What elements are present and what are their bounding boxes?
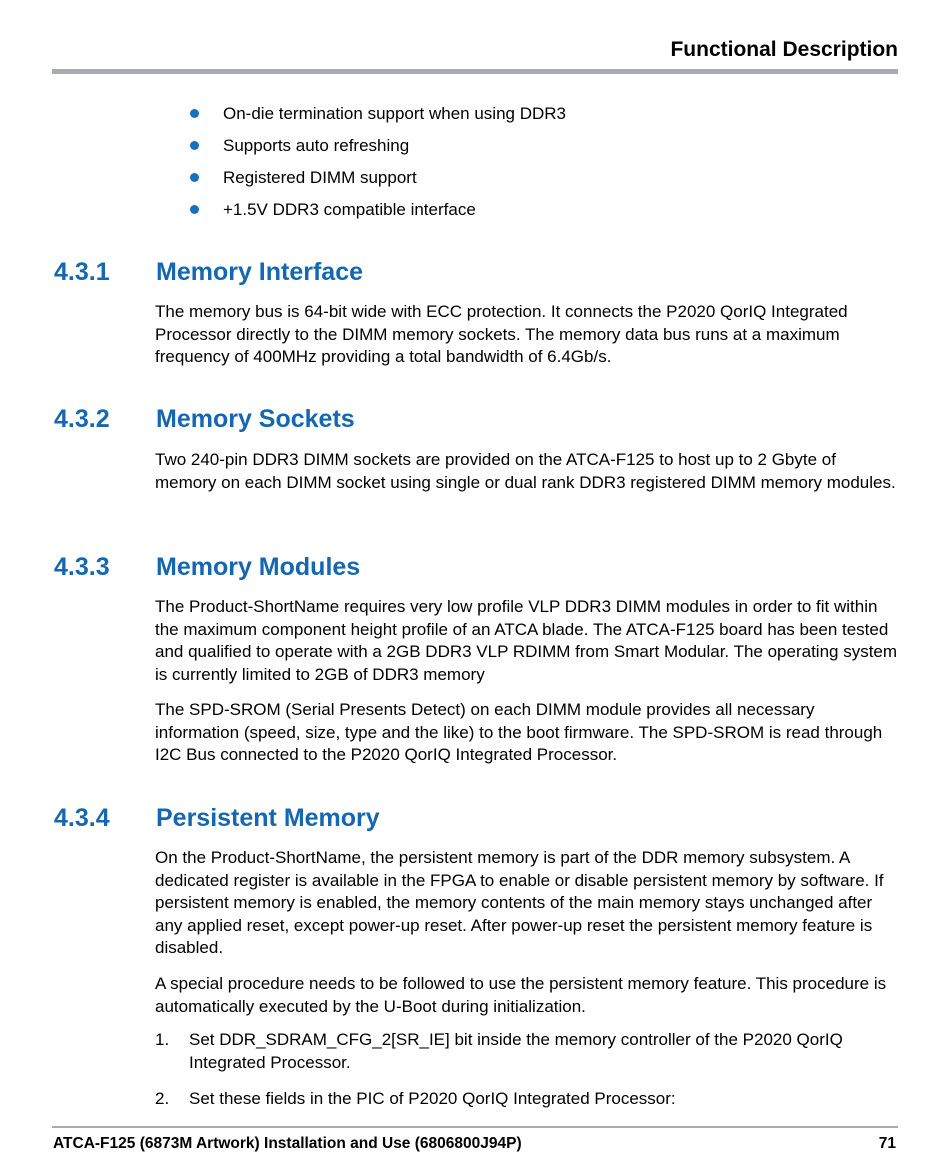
paragraph: The Product-ShortName requires very low profile VLP DDR3 DIMM modules in order to fit within the maximum component height profile of an ATCA blade. The ATCA-F125 board has been tested and qualified to operate with a 2GB DDR3 VLP RDIMM from Smart Modular. The operating system is currently limited to 2GB of DDR3 memory bbox=[155, 597, 898, 684]
section-title: Memory Modules bbox=[156, 553, 361, 581]
bullet-text: On-die termination support when using DDR3 bbox=[223, 104, 567, 123]
section-heading-memory-interface bbox=[54, 257, 363, 287]
section-heading-persistent-memory bbox=[54, 803, 380, 833]
feature-bullet-list bbox=[190, 101, 566, 229]
section-number: 4.3.1 bbox=[54, 258, 110, 286]
section-heading-memory-sockets bbox=[54, 404, 355, 434]
step-item bbox=[155, 1028, 900, 1074]
footer-divider bbox=[52, 1126, 898, 1128]
step-number: 1. bbox=[155, 1030, 170, 1049]
paragraph: The memory bus is 64-bit wide with ECC protection. It connects the P2020 QorIQ Integrated Processor directly to the DIMM memory sockets. The memory data bus runs at a maximum frequency of 400MHz providing a total bandwidth of 6.4Gb/s. bbox=[155, 302, 848, 366]
section-number: 4.3.3 bbox=[54, 553, 110, 581]
bullet-text: +1.5V DDR3 compatible interface bbox=[223, 200, 476, 219]
paragraph: Two 240-pin DDR3 DIMM sockets are provided on the ATCA-F125 to host up to 2 Gbyte of memory on each DIMM socket using single or dual rank DDR3 registered DIMM memory modules. bbox=[155, 450, 896, 492]
section-title: Memory Sockets bbox=[156, 405, 355, 433]
header-divider bbox=[52, 69, 898, 74]
paragraph: The SPD-SROM (Serial Presents Detect) on each DIMM module provides all necessary information (speed, size, type and the like) to the boot firmware. The SPD-SROM is read through I2C Bus connected to the P2020 QorIQ Integrated Processor. bbox=[155, 700, 883, 764]
bullet-item bbox=[190, 101, 566, 133]
footer-page-number: 71 bbox=[878, 1135, 896, 1152]
page-header-title: Functional Description bbox=[670, 38, 898, 61]
bullet-text: Supports auto refreshing bbox=[223, 136, 410, 155]
paragraph: A special procedure needs to be followed to use the persistent memory feature. This procedure is automatically executed by the U-Boot during initialization. bbox=[155, 974, 887, 1016]
bullet-item bbox=[190, 197, 566, 229]
section-number: 4.3.2 bbox=[54, 405, 110, 433]
footer-document-title: ATCA-F125 (6873M Artwork) Installation and Use (6806800J94P) bbox=[53, 1135, 522, 1152]
step-text: Set these fields in the PIC of P2020 QorIQ Integrated Processor: bbox=[189, 1089, 676, 1108]
bullet-text: Registered DIMM support bbox=[223, 168, 417, 187]
procedure-steps bbox=[155, 1028, 900, 1123]
step-number: 2. bbox=[155, 1089, 170, 1108]
section-number: 4.3.4 bbox=[54, 804, 110, 832]
paragraph: On the Product-ShortName, the persistent memory is part of the DDR memory subsystem. A dedicated register is available in the FPGA to enable or disable persistent memory by software. If persistent memory is enabled, the memory contents of the main memory stays unchanged after any applied reset, except power-up reset. After power-up reset the persistent memory feature is disabled. bbox=[155, 848, 884, 957]
step-text: Set DDR_SDRAM_CFG_2[SR_IE] bit inside the memory controller of the P2020 QorIQ Integrated Processor. bbox=[189, 1030, 843, 1072]
bullet-dot-icon bbox=[190, 109, 199, 118]
bullet-item bbox=[190, 133, 566, 165]
bullet-dot-icon bbox=[190, 205, 199, 214]
bullet-dot-icon bbox=[190, 141, 199, 150]
section-title: Memory Interface bbox=[156, 258, 364, 286]
bullet-dot-icon bbox=[190, 173, 199, 182]
section-title: Persistent Memory bbox=[156, 804, 380, 832]
step-item bbox=[155, 1087, 900, 1110]
bullet-item bbox=[190, 165, 566, 197]
section-heading-memory-modules bbox=[54, 552, 360, 582]
